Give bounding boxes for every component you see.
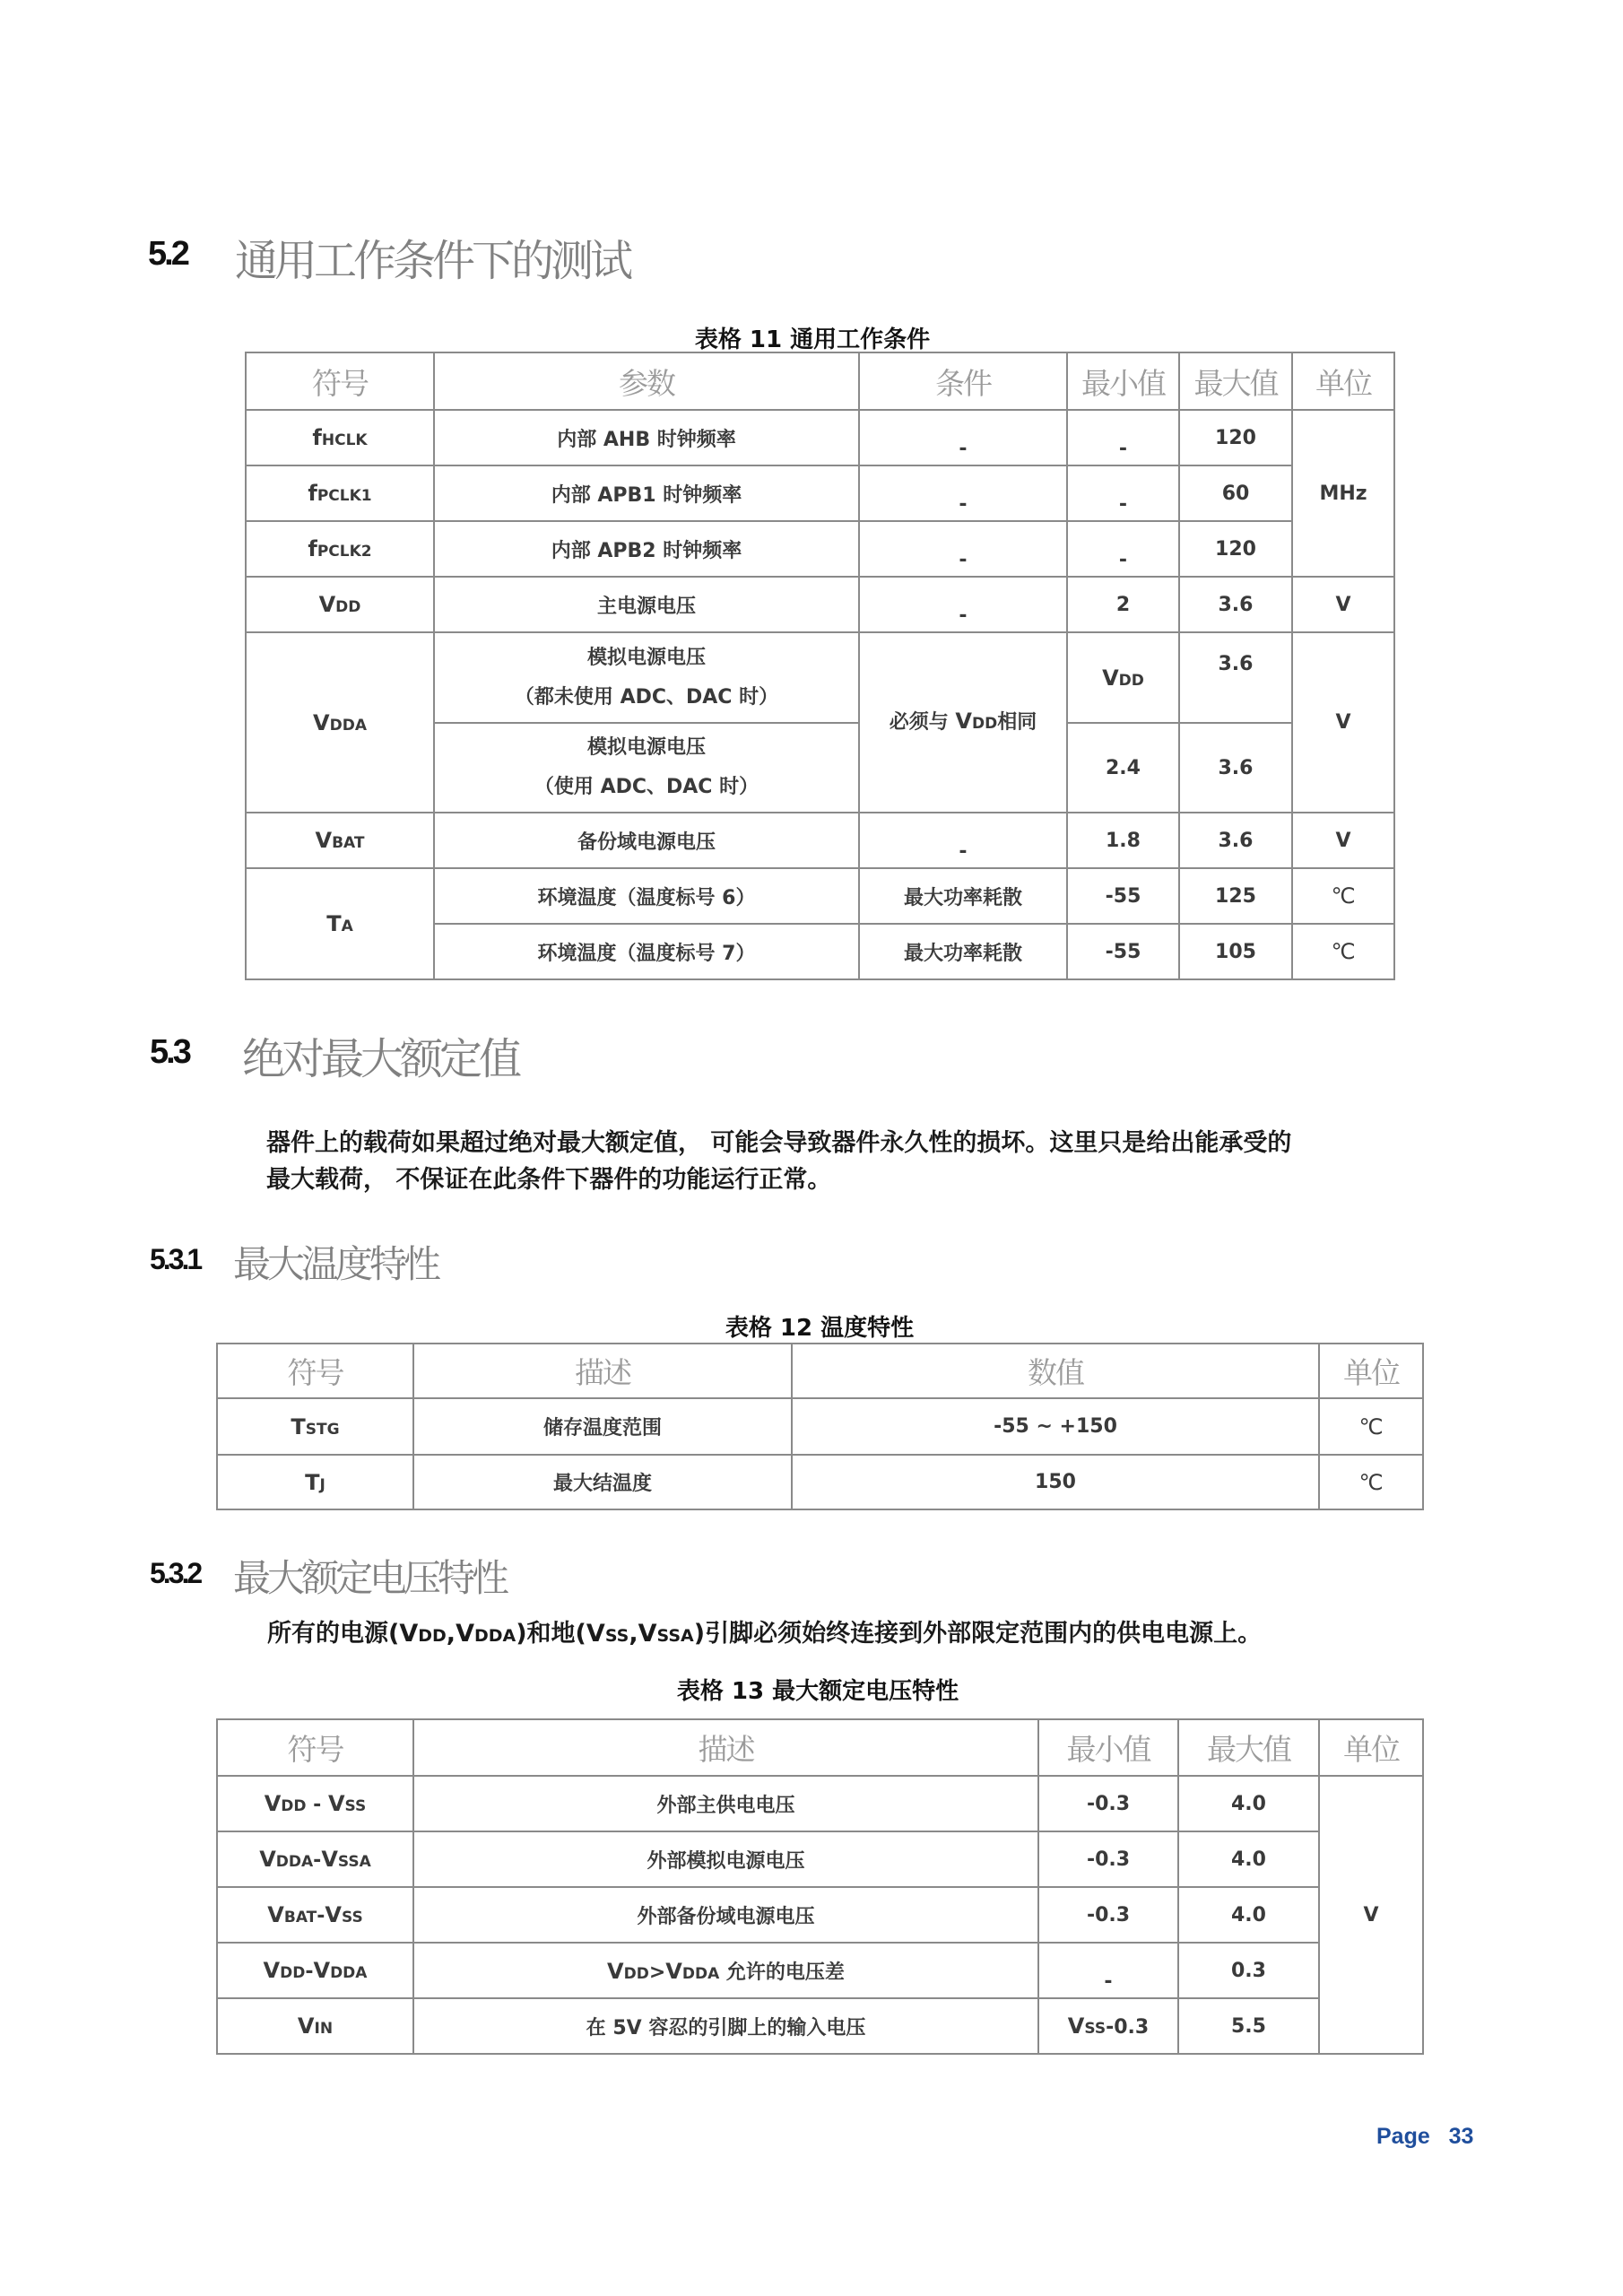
dash: - — [959, 548, 968, 571]
symbol-sub: DDA — [330, 1964, 368, 1982]
symbol-sub: IN — [314, 2020, 334, 2038]
min-cell: 2.4 — [1067, 723, 1179, 813]
symbol-sub: DDA — [681, 1964, 720, 1983]
dash: - — [959, 839, 968, 863]
section-number: 5.3.2 — [150, 1557, 201, 1589]
symbol-cell — [246, 577, 434, 632]
symbol-main: V — [315, 828, 333, 853]
symbol-main: V — [321, 1847, 338, 1872]
header-unit: 单位 — [1319, 1344, 1423, 1398]
symbol-main: V — [267, 1902, 284, 1927]
table-row — [246, 465, 1394, 521]
unit-cell — [1319, 1398, 1423, 1455]
symbol-sub: A — [341, 918, 353, 935]
symbol-sub: DDA — [329, 716, 367, 735]
parameter-cell: 内部 AHB 时钟频率 — [434, 410, 859, 465]
table-header-row — [246, 352, 1394, 410]
symbol-sub: DDA — [275, 1853, 314, 1871]
symbol-main: V — [1102, 665, 1119, 691]
dash: - — [1104, 1970, 1113, 1993]
paragraph-text: )引脚必须始终连接到外部限定范围内的供电电源上。 — [693, 1620, 1263, 1648]
max-cell: 4.0 — [1178, 1887, 1319, 1943]
table-row — [217, 1831, 1423, 1887]
section-5-3-paragraph — [266, 1125, 1291, 1198]
max-cell: 125 — [1179, 868, 1292, 924]
paragraph-text: )和地( — [516, 1620, 586, 1648]
parameter-cell: 环境温度（温度标号 6） — [434, 868, 859, 924]
symbol-sub: PCLK2 — [317, 543, 372, 561]
description-cell: 外部备份域电源电压 — [413, 1887, 1038, 1943]
table-row — [246, 521, 1394, 577]
section-number: 5.3.1 — [150, 1243, 201, 1275]
max-cell: 105 — [1179, 924, 1292, 979]
symbol-main: V — [263, 1958, 281, 1983]
symbol-cell — [246, 813, 434, 868]
paragraph-text: , — [629, 1620, 638, 1648]
parameter-cell — [434, 723, 859, 813]
min-cell: -55 — [1067, 868, 1179, 924]
header-description: 描述 — [413, 1344, 792, 1398]
symbol-main: V — [327, 1791, 345, 1816]
section-number: 5.3 — [150, 1033, 189, 1071]
symbol-separator: - — [305, 1961, 314, 1983]
symbol-sub: PCLK1 — [317, 487, 372, 505]
value-cell: 150 — [792, 1455, 1319, 1509]
header-unit: 单位 — [1292, 352, 1394, 410]
symbol-main: T — [305, 1469, 320, 1495]
symbol-cell — [217, 1998, 413, 2054]
section-number: 5.2 — [148, 235, 187, 273]
symbol-main: V — [313, 709, 330, 735]
condition-cell — [859, 632, 1067, 813]
min-value: -0.3 — [1106, 2016, 1150, 2039]
symbol-main: V — [1067, 2013, 1085, 2039]
symbol-sub: SSA — [656, 1626, 694, 1646]
condition-cell — [859, 410, 1067, 465]
symbol-sub: DD — [418, 1626, 447, 1646]
condition-text: 必须与 — [889, 711, 956, 734]
unit-cell — [1292, 924, 1394, 979]
description-cell: 外部模拟电源电压 — [413, 1831, 1038, 1887]
min-cell — [1067, 410, 1179, 465]
header-min: 最小值 — [1067, 352, 1179, 410]
table-row — [217, 1887, 1423, 1943]
table-row — [217, 1943, 1423, 1998]
paragraph-text: 所有的电源( — [267, 1620, 400, 1648]
max-cell: 0.3 — [1178, 1943, 1319, 1998]
max-cell: 3.6 — [1179, 813, 1292, 868]
description-cell: 最大结温度 — [413, 1455, 792, 1509]
condition-cell — [859, 813, 1067, 868]
description-text: > — [648, 1961, 666, 1984]
description-text: 允许的电压差 — [719, 1961, 845, 1984]
celsius-unit: ℃ — [1331, 883, 1356, 909]
condition-cell — [859, 465, 1067, 521]
section-title: 绝对最大额定值 — [242, 1034, 519, 1084]
min-cell — [1067, 465, 1179, 521]
table-13-caption: 表格 13 最大额定电压特性 — [676, 1678, 959, 1705]
table-row — [217, 1776, 1423, 1831]
symbol-sub: DD — [1118, 671, 1144, 690]
table-row — [217, 1998, 1423, 2054]
symbol-sub: DD — [280, 1964, 306, 1982]
paragraph-text: , — [446, 1620, 456, 1648]
header-value: 数值 — [792, 1344, 1319, 1398]
min-cell: 2 — [1067, 577, 1179, 632]
parameter-cell — [434, 632, 859, 723]
section-title: 最大额定电压特性 — [233, 1556, 507, 1600]
max-cell: 5.5 — [1178, 1998, 1319, 2054]
dash: - — [1118, 437, 1128, 460]
symbol-sub: HCLK — [321, 431, 368, 449]
symbol-cell — [217, 1831, 413, 1887]
table-11-general-operating-conditions — [245, 352, 1395, 980]
symbol-cell — [246, 632, 434, 813]
max-cell: 60 — [1179, 465, 1292, 521]
symbol-sub: BAT — [283, 1909, 317, 1926]
description-cell — [413, 1943, 1038, 1998]
header-parameter: 参数 — [434, 352, 859, 410]
min-cell — [1038, 1943, 1178, 1998]
symbol-sub: J — [319, 1475, 325, 1494]
symbol-main: V — [399, 1620, 419, 1648]
header-symbol: 符号 — [246, 352, 434, 410]
min-cell: 1.8 — [1067, 813, 1179, 868]
symbol-cell — [246, 465, 434, 521]
max-cell: 120 — [1179, 521, 1292, 577]
header-condition: 条件 — [859, 352, 1067, 410]
table-header-row — [217, 1719, 1423, 1776]
symbol-separator: - — [317, 1905, 325, 1927]
symbol-sub: SSA — [337, 1853, 371, 1871]
condition-cell: 最大功率耗散 — [859, 924, 1067, 979]
condition-text: 相同 — [997, 711, 1037, 734]
table-12-temperature-characteristics — [216, 1343, 1424, 1510]
symbol-cell — [246, 410, 434, 465]
condition-cell — [859, 577, 1067, 632]
parameter-cell: 环境温度（温度标号 7） — [434, 924, 859, 979]
section-5-3-2-paragraph — [267, 1615, 1262, 1655]
symbol-sub: SS — [341, 1909, 363, 1926]
parameter-cell: 主电源电压 — [434, 577, 859, 632]
description-cell: 在 5V 容忍的引脚上的输入电压 — [413, 1998, 1038, 2054]
table-row — [246, 813, 1394, 868]
symbol-separator: - — [313, 1849, 322, 1872]
dash: - — [959, 492, 968, 516]
symbol-main: V — [607, 1958, 624, 1984]
symbol-sub: SS — [1084, 2020, 1107, 2038]
min-cell: -0.3 — [1038, 1776, 1178, 1831]
symbol-main: V — [665, 1958, 682, 1984]
max-cell: 4.0 — [1178, 1831, 1319, 1887]
symbol-main: V — [297, 2013, 315, 2039]
celsius-unit: ℃ — [1358, 1413, 1384, 1439]
max-cell: 120 — [1179, 410, 1292, 465]
parameter-line: （都未使用 ADC、DAC 时） — [514, 685, 779, 709]
header-unit: 单位 — [1319, 1719, 1423, 1776]
description-cell: 外部主供电电压 — [413, 1776, 1038, 1831]
page-label: Page — [1376, 2124, 1430, 2149]
header-description: 描述 — [413, 1719, 1038, 1776]
parameter-cell: 内部 APB2 时钟频率 — [434, 521, 859, 577]
max-cell: 4.0 — [1178, 1776, 1319, 1831]
parameter-cell: 备份域电源电压 — [434, 813, 859, 868]
header-symbol: 符号 — [217, 1344, 413, 1398]
symbol-cell — [217, 1943, 413, 1998]
symbol-cell — [217, 1398, 413, 1455]
table-header-row — [217, 1344, 1423, 1398]
symbol-main: f — [308, 481, 317, 506]
symbol-cell — [217, 1455, 413, 1509]
symbol-sub: BAT — [332, 834, 365, 852]
min-cell: -0.3 — [1038, 1887, 1178, 1943]
symbol-cell — [246, 521, 434, 577]
min-cell: -55 — [1067, 924, 1179, 979]
unit-cell: MHz — [1292, 410, 1394, 577]
table-row — [217, 1398, 1423, 1455]
celsius-unit: ℃ — [1358, 1469, 1384, 1495]
paragraph-line: 器件上的载荷如果超过绝对最大额定值， 可能会导致器件永久性的损坏。这里只是给出能承受的 — [266, 1129, 1292, 1157]
page-footer — [1376, 2124, 1473, 2150]
section-title: 最大温度特性 — [233, 1242, 438, 1286]
header-max: 最大值 — [1179, 352, 1292, 410]
symbol-main: f — [312, 425, 322, 450]
header-max: 最大值 — [1178, 1719, 1319, 1776]
parameter-cell: 内部 APB1 时钟频率 — [434, 465, 859, 521]
max-cell: 3.6 — [1179, 632, 1292, 723]
symbol-main: V — [955, 709, 972, 734]
symbol-main: T — [326, 911, 342, 936]
unit-cell: V — [1292, 632, 1394, 813]
symbol-main: V — [456, 1620, 474, 1648]
symbol-main: V — [264, 1791, 282, 1816]
paragraph-line: 最大载荷， 不保证在此条件下器件的功能运行正常。 — [266, 1166, 832, 1194]
symbol-sub: SS — [604, 1626, 629, 1646]
symbol-sub: DDA — [473, 1626, 516, 1646]
symbol-main: V — [259, 1847, 276, 1872]
symbol-sub: DD — [281, 1797, 307, 1815]
symbol-main: V — [325, 1902, 342, 1927]
table-row — [246, 632, 1394, 723]
symbol-sub: STG — [305, 1420, 340, 1439]
min-cell: -0.3 — [1038, 1831, 1178, 1887]
condition-cell: 最大功率耗散 — [859, 868, 1067, 924]
symbol-main: V — [318, 592, 336, 617]
parameter-line: （使用 ADC、DAC 时） — [534, 776, 759, 798]
unit-cell: V — [1319, 1776, 1423, 2054]
section-title: 通用工作条件下的测试 — [235, 236, 630, 286]
dash: - — [959, 437, 968, 460]
symbol-separator: - — [306, 1794, 328, 1816]
table-11-caption: 表格 11 通用工作条件 — [694, 326, 931, 353]
table-12-caption: 表格 12 温度特性 — [725, 1315, 915, 1342]
unit-cell: V — [1292, 813, 1394, 868]
min-cell — [1067, 632, 1179, 723]
table-row — [246, 577, 1394, 632]
celsius-unit: ℃ — [1331, 939, 1356, 964]
symbol-sub: DD — [623, 1964, 649, 1983]
unit-cell: V — [1292, 577, 1394, 632]
symbol-cell — [217, 1887, 413, 1943]
table-13-max-rated-voltage — [216, 1718, 1424, 2055]
symbol-sub: SS — [344, 1797, 367, 1815]
table-row — [217, 1455, 1423, 1509]
table-row — [246, 868, 1394, 924]
description-cell: 储存温度范围 — [413, 1398, 792, 1455]
header-symbol: 符号 — [217, 1719, 413, 1776]
max-cell: 3.6 — [1179, 577, 1292, 632]
dash: - — [959, 604, 968, 627]
value-cell: -55 ~ +150 — [792, 1398, 1319, 1455]
parameter-line: 模拟电源电压 — [586, 646, 706, 669]
max-cell: 3.6 — [1179, 723, 1292, 813]
page-number: 33 — [1448, 2124, 1474, 2149]
min-cell — [1067, 521, 1179, 577]
symbol-sub: DD — [335, 598, 361, 616]
symbol-main: T — [291, 1413, 306, 1439]
header-min: 最小值 — [1038, 1719, 1178, 1776]
table-row — [246, 410, 1394, 465]
symbol-main: V — [586, 1620, 605, 1648]
symbol-main: V — [313, 1958, 331, 1983]
symbol-main: f — [308, 536, 317, 561]
unit-cell — [1292, 868, 1394, 924]
condition-cell — [859, 521, 1067, 577]
dash: - — [1118, 492, 1128, 516]
symbol-cell — [217, 1776, 413, 1831]
min-cell — [1038, 1998, 1178, 2054]
symbol-cell — [246, 868, 434, 979]
symbol-sub: DD — [972, 715, 998, 733]
dash: - — [1118, 548, 1128, 571]
parameter-line: 模拟电源电压 — [586, 736, 706, 759]
symbol-main: V — [638, 1620, 657, 1648]
unit-cell — [1319, 1455, 1423, 1509]
